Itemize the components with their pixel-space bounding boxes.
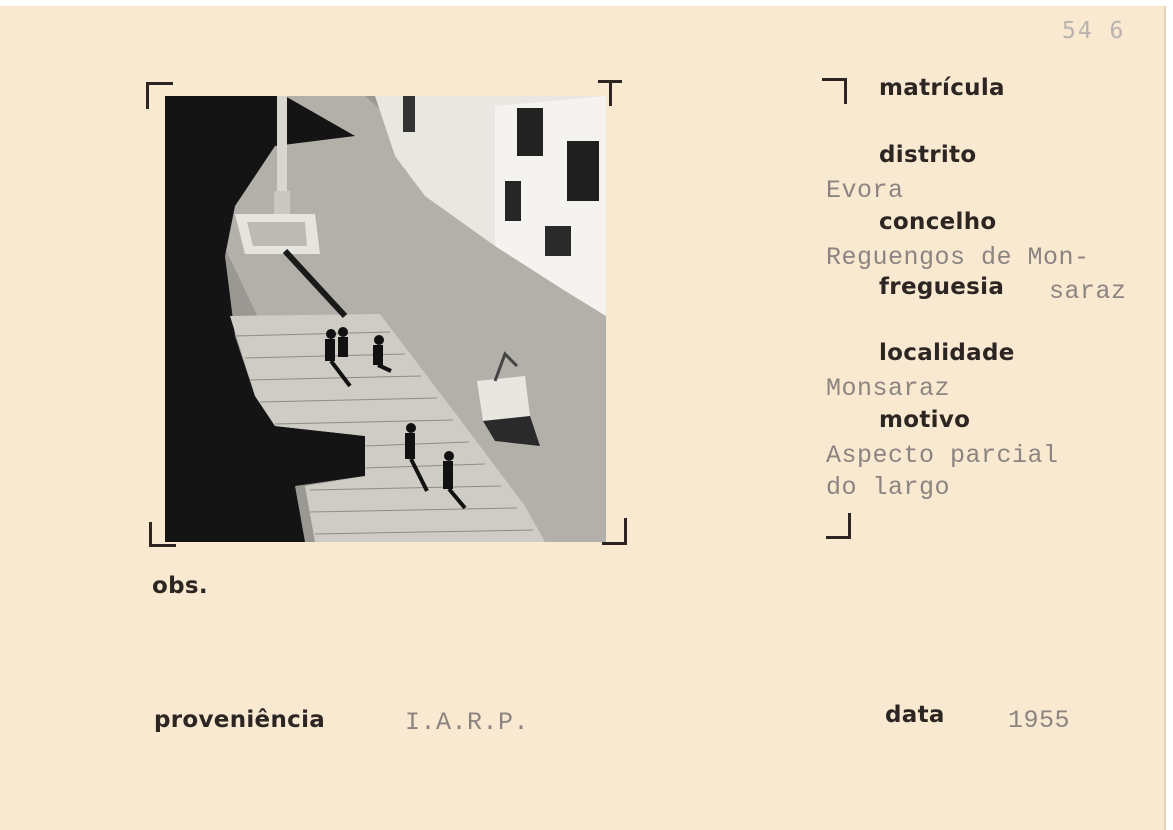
window-shape bbox=[517, 108, 543, 156]
proveniencia-label: proveniência bbox=[154, 707, 326, 733]
matricula-bracket-stem bbox=[844, 78, 847, 104]
data-label: data bbox=[885, 702, 945, 728]
matricula-label: matrícula bbox=[879, 75, 1005, 101]
matricula-bracket bbox=[822, 78, 844, 81]
archive-number: 54 6 bbox=[1062, 18, 1126, 44]
freguesia-label: freguesia bbox=[879, 274, 1005, 300]
concelho-label: concelho bbox=[879, 209, 997, 235]
freguesia-value: saraz bbox=[1049, 277, 1127, 306]
photograph bbox=[165, 96, 606, 542]
localidade-value: Monsaraz bbox=[826, 374, 951, 403]
data-value: 1955 bbox=[1008, 706, 1071, 735]
distrito-value: Evora bbox=[826, 176, 904, 205]
proveniencia-value: I.A.R.P. bbox=[405, 708, 530, 737]
distrito-label: distrito bbox=[879, 142, 977, 168]
archive-card bbox=[0, 6, 1166, 830]
motivo-value-line2: do largo bbox=[826, 473, 951, 502]
concelho-value: Reguengos de Mon- bbox=[826, 243, 1090, 272]
motivo-label: motivo bbox=[879, 407, 971, 433]
photo-corner-top-right-stem bbox=[609, 80, 612, 106]
motivo-value-line1: Aspecto parcial bbox=[826, 441, 1059, 470]
obs-label: obs. bbox=[152, 573, 208, 599]
motivo-bracket bbox=[826, 536, 851, 539]
localidade-label: localidade bbox=[879, 340, 1015, 366]
